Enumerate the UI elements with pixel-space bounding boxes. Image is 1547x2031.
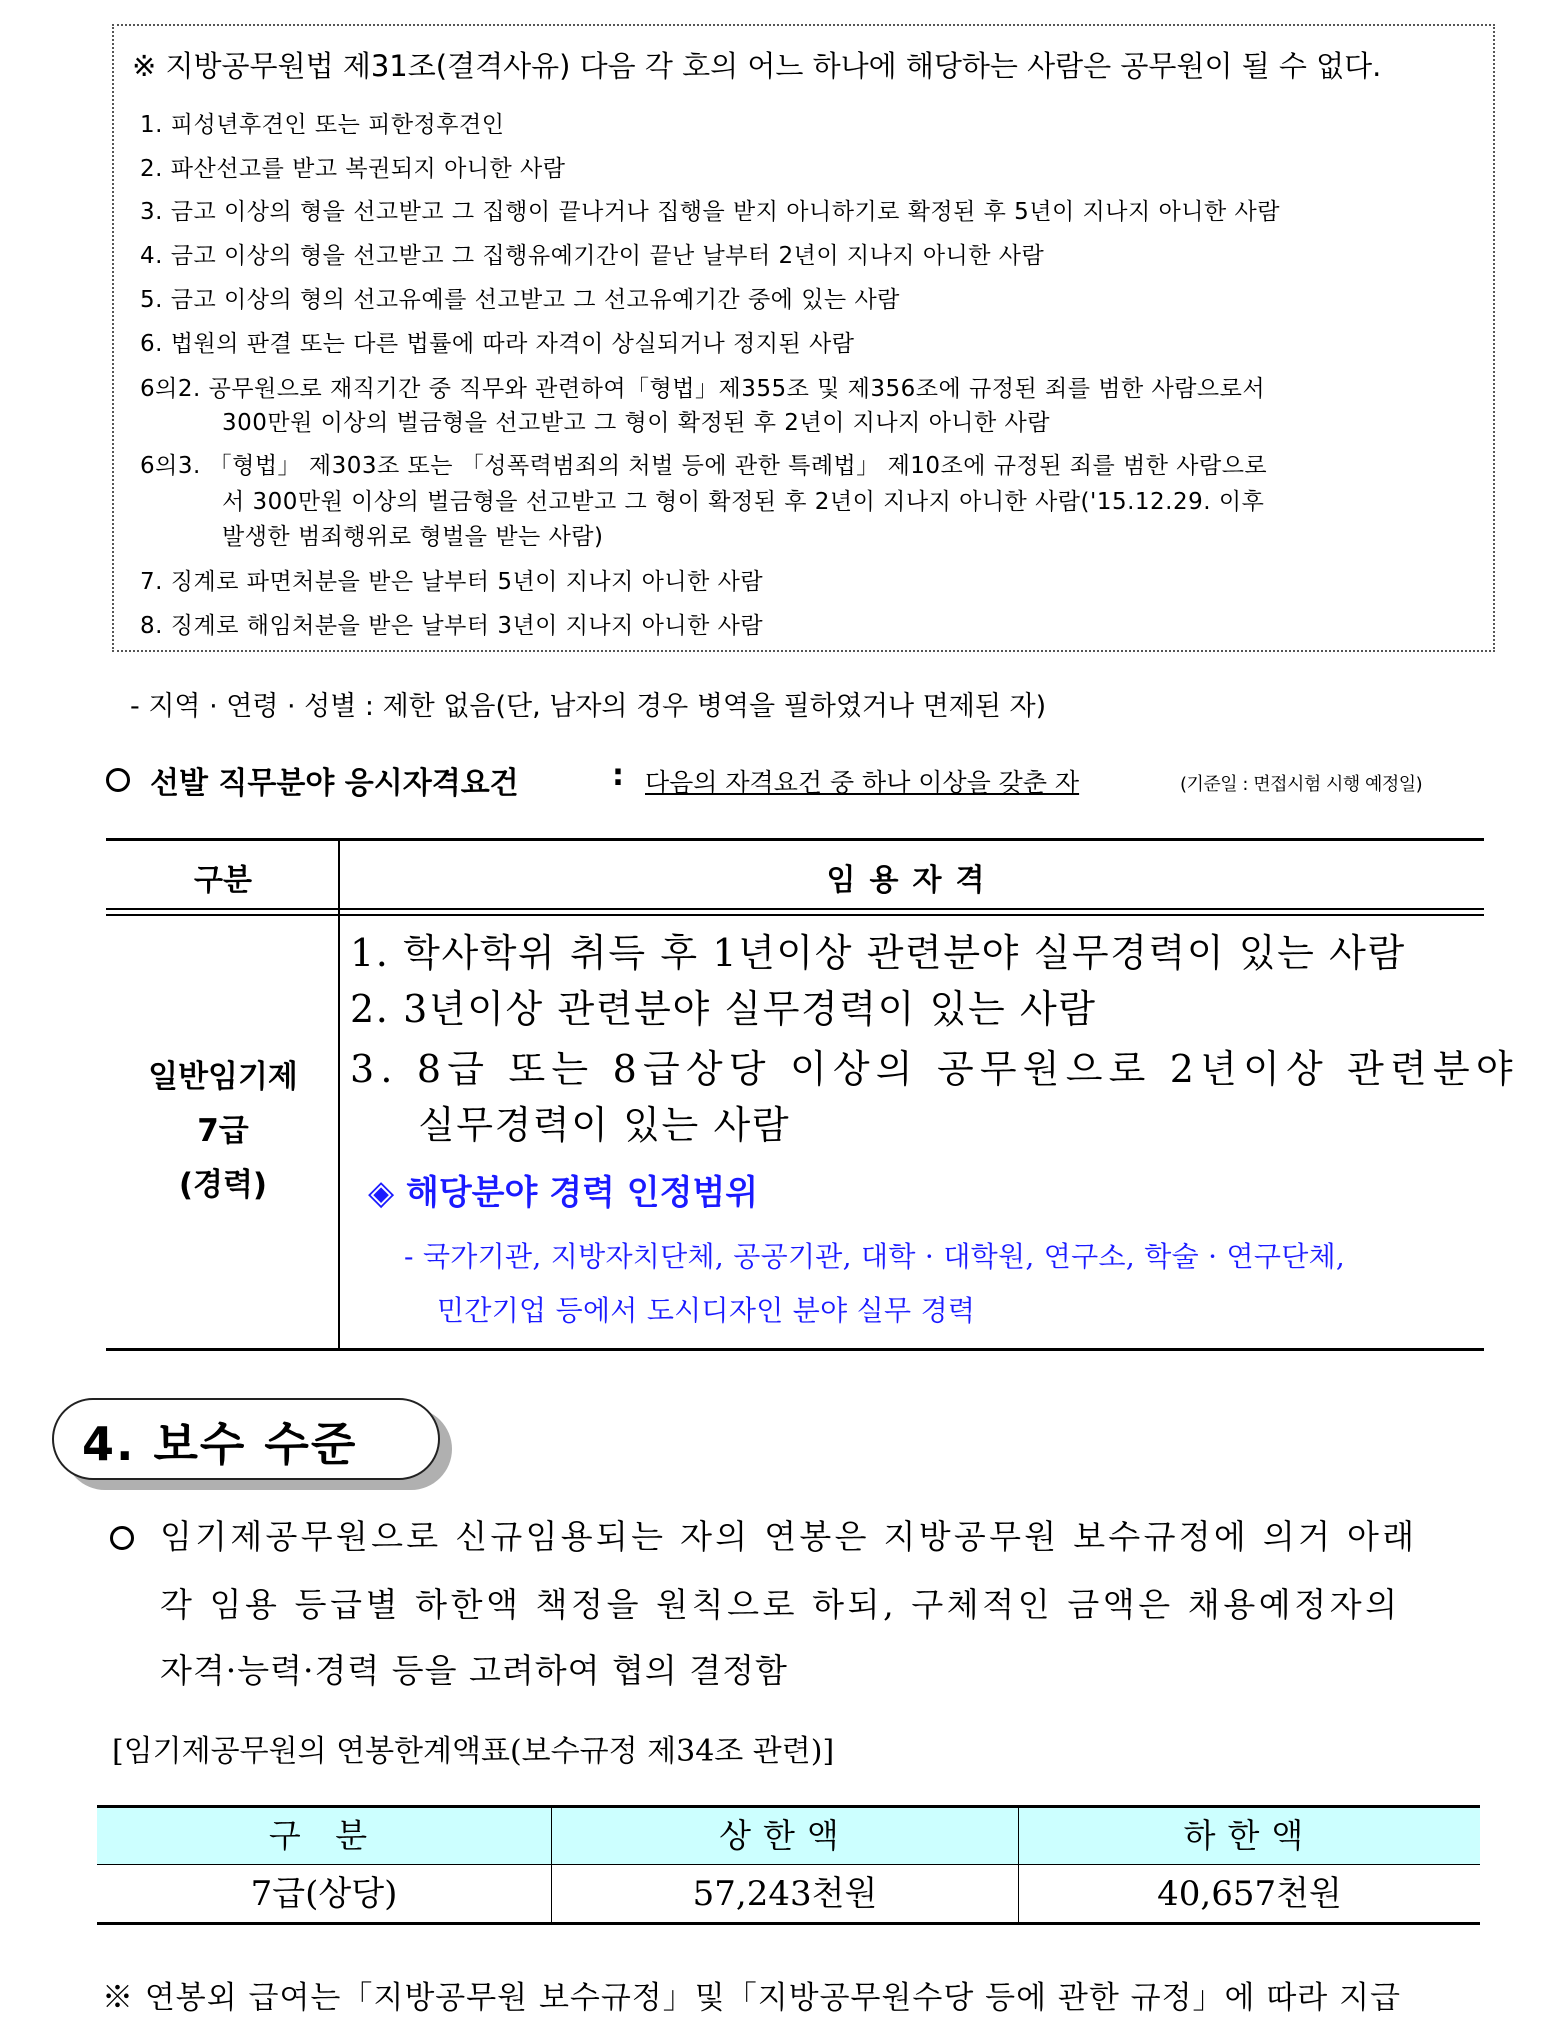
circle-bullet-icon bbox=[110, 1526, 134, 1550]
salary-cell-grade: 7급(상당) bbox=[250, 1874, 398, 1914]
table-top-border bbox=[106, 838, 1484, 841]
requirement-3: 3. 8급 또는 8급상당 이상의 공무원으로 2년이상 관련분야 bbox=[350, 1047, 1519, 1091]
table-bottom-border bbox=[106, 1348, 1484, 1351]
law-item-7: 7. 징계로 파면처분을 받은 날부터 5년이 지나지 아니한 사람 bbox=[140, 569, 764, 595]
law-item-6-3-cont: 서 300만원 이상의 벌금형을 선고받고 그 형이 확정된 후 2년이 지나지 아니한 사람('15.12.29. 이후 bbox=[222, 489, 1265, 515]
requirement-1: 1. 학사학위 취득 후 1년이상 관련분야 실무경력이 있는 사람 bbox=[350, 931, 1406, 975]
table-header-qualification: 임용자격 bbox=[826, 863, 999, 898]
career-range-heading: ◈ 해당분야 경력 인정범위 bbox=[368, 1173, 759, 1213]
law-item-6: 6. 법원의 판결 또는 다른 법률에 따라 자격이 상실되거나 정지된 사람 bbox=[140, 331, 855, 357]
category-line-grade: 7급 bbox=[197, 1113, 249, 1149]
law-item-6-3-cont2: 발생한 범죄행위로 형벌을 받는 사람) bbox=[222, 524, 604, 550]
requirement-3-cont: 실무경력이 있는 사람 bbox=[418, 1103, 791, 1147]
law-item-4: 4. 금고 이상의 형을 선고받고 그 집행유예기간이 끝난 날부터 2년이 지나지 아니한 사람 bbox=[140, 243, 1045, 269]
salary-cell-lower: 40,657천원 bbox=[1157, 1874, 1342, 1914]
salary-table-row-border bbox=[97, 1864, 1480, 1865]
career-range-line-1: - 국가기관, 지방자치단체, 공공기관, 대학 · 대학원, 연구소, 학술 · 연구단체, bbox=[404, 1240, 1346, 1273]
section4-title: 4. 보수 수준 bbox=[82, 1417, 358, 1471]
law-item-8: 8. 징계로 해임처분을 받은 날부터 3년이 지나지 아니한 사람 bbox=[140, 613, 764, 639]
law-item-6-3: 6의3. 「형법」 제303조 또는 「성폭력범죄의 처벌 등에 관한 특례법」 제10조에 규정된 죄를 범한 사람으로 bbox=[140, 453, 1268, 479]
law-item-2: 2. 파산선고를 받고 복권되지 아니한 사람 bbox=[140, 156, 566, 182]
table-header-border bbox=[106, 908, 1484, 910]
career-range-line-2: 민간기업 등에서 도시디자인 분야 실무 경력 bbox=[437, 1294, 976, 1327]
salary-text-line-2: 각 임용 등급별 하한액 책정을 원칙으로 하되, 구체적인 금액은 채용예정자의 bbox=[160, 1585, 1401, 1624]
salary-cell-upper: 57,243천원 bbox=[692, 1874, 878, 1914]
salary-table-top-border bbox=[97, 1805, 1480, 1808]
table-header-border-double bbox=[106, 914, 1484, 916]
restriction-text: - 지역 · 연령 · 성별 : 제한 없음(단, 남자의 경우 병역을 필하였거나 면제된 자) bbox=[130, 691, 1047, 722]
category-line-career: (경력) bbox=[178, 1167, 268, 1203]
law-item-3: 3. 금고 이상의 형을 선고받고 그 집행이 끝나거나 집행을 받지 아니하기로 확정된 후 5년이 지나지 아니한 사람 bbox=[140, 199, 1280, 225]
table-column-divider bbox=[338, 838, 340, 1350]
category-cell bbox=[108, 1050, 338, 1212]
salary-text-line-1: 임기제공무원으로 신규임용되는 자의 연봉은 지방공무원 보수규정에 의거 아래 bbox=[160, 1517, 1418, 1556]
salary-text-line-3: 자격·능력·경력 등을 고려하여 협의 결정함 bbox=[160, 1651, 788, 1690]
salary-header-lower: 하한액 bbox=[1183, 1816, 1316, 1855]
salary-header-upper: 상한액 bbox=[719, 1816, 851, 1855]
table-header-category: 구분 bbox=[194, 863, 252, 898]
salary-header-category: 구 분 bbox=[268, 1816, 380, 1855]
law-item-1: 1. 피성년후견인 또는 피한정후견인 bbox=[140, 112, 505, 138]
salary-table-title: [임기제공무원의 연봉한계액표(보수규정 제34조 관련)] bbox=[112, 1734, 835, 1769]
law-item-5: 5. 금고 이상의 형의 선고유예를 선고받고 그 선고유예기간 중에 있는 사람 bbox=[140, 287, 900, 313]
requirement-2: 2. 3년이상 관련분야 실무경력이 있는 사람 bbox=[350, 987, 1097, 1031]
law-box-title: ※ 지방공무원법 제31조(결격사유) 다음 각 호의 어느 하나에 해당하는 사람은 공무원이 될 수 없다. bbox=[132, 49, 1382, 83]
qualification-colon: : bbox=[612, 758, 624, 793]
qualification-note: (기준일 : 면접시험 시행 예정일) bbox=[1180, 774, 1423, 795]
circle-bullet-icon bbox=[106, 768, 130, 792]
law-item-6-2-cont: 300만원 이상의 벌금형을 선고받고 그 형이 확정된 후 2년이 지나지 아니한 사람 bbox=[222, 410, 1050, 436]
qualification-description: 다음의 자격요건 중 하나 이상을 갖춘 자 bbox=[645, 768, 1080, 797]
footer-note: ※ 연봉외 급여는「지방공무원 보수규정」및「지방공무원수당 등에 관한 규정」에 따라 지급 bbox=[102, 1980, 1401, 2016]
law-item-6-2: 6의2. 공무원으로 재직기간 중 직무와 관련하여「형법」제355조 및 제356조에 규정된 죄를 범한 사람으로서 bbox=[140, 376, 1266, 402]
salary-table-bottom-border bbox=[97, 1922, 1480, 1925]
qualification-heading: 선발 직무분야 응시자격요건 bbox=[150, 766, 519, 801]
category-line-type: 일반임기제 bbox=[148, 1059, 298, 1095]
